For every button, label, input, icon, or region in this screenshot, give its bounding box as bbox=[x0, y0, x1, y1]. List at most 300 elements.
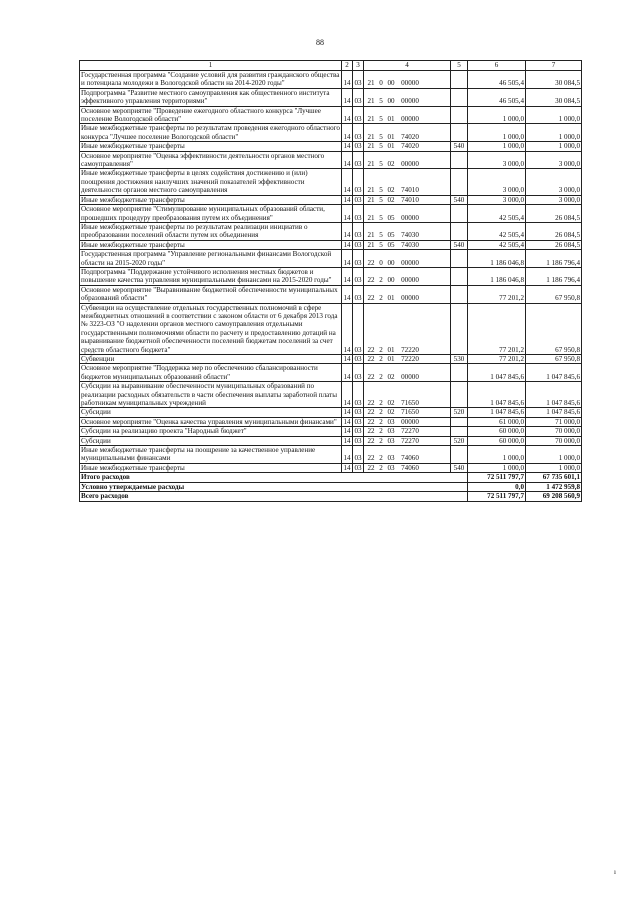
target-item-segment: 21 bbox=[367, 97, 375, 106]
target-item-segment: 21 bbox=[367, 213, 375, 222]
target-item-segment: 01 bbox=[387, 132, 395, 141]
row-target-item bbox=[364, 124, 451, 142]
row-target-item bbox=[364, 240, 451, 249]
target-item-segment: 2 bbox=[379, 345, 383, 354]
table-row bbox=[80, 427, 582, 436]
row-name: Иные межбюджетные трансферты bbox=[80, 240, 342, 249]
target-item-segment: 00 bbox=[387, 97, 395, 106]
target-item-segment: 2 bbox=[379, 355, 383, 363]
row-section: 14 bbox=[342, 222, 353, 240]
row-subsection: 03 bbox=[354, 142, 362, 151]
row-amount-col7: 26 084,5 bbox=[526, 222, 582, 240]
budget-table bbox=[79, 60, 582, 502]
row-amount-col6: 77 201,2 bbox=[468, 355, 526, 364]
row-subsection: 03 bbox=[353, 106, 364, 124]
row-name: Субсидии на выравнивание обеспеченности муниципальных образований по реализации расходных обязательств в части обеспечения выплаты заработной платы работникам муниципальных учреждений bbox=[80, 382, 342, 408]
row-name: Субсидии bbox=[80, 436, 342, 445]
target-item-segment: 2 bbox=[379, 399, 383, 408]
target-item-segment: 5 bbox=[379, 240, 383, 249]
row-subsection: 03 bbox=[353, 250, 364, 268]
target-item-segment: 02 bbox=[387, 372, 395, 381]
target-item-segment: 21 bbox=[367, 160, 375, 169]
row-subsection: 03 bbox=[354, 417, 362, 426]
total-row bbox=[80, 473, 582, 482]
row-subsection: 03 bbox=[353, 151, 364, 169]
target-item-segment: 21 bbox=[367, 115, 375, 124]
row-target-item bbox=[364, 408, 451, 417]
row-expense-type: 540 bbox=[451, 463, 468, 472]
table-row bbox=[80, 71, 582, 89]
target-item-segment: 74060 bbox=[401, 463, 419, 472]
row-section: 14 bbox=[342, 446, 353, 464]
total-amount-col6: 72 511 797,7 bbox=[468, 473, 526, 482]
total-label: Условно утверждаемые расходы bbox=[80, 482, 468, 491]
target-item-segment: 00000 bbox=[401, 417, 419, 426]
row-expense-type: 540 bbox=[451, 240, 468, 249]
row-expense-type bbox=[451, 71, 468, 89]
target-item-segment: 72220 bbox=[401, 355, 419, 363]
row-amount-col6: 77 201,2 bbox=[468, 303, 526, 354]
table-row bbox=[80, 240, 582, 249]
row-target-item bbox=[364, 250, 451, 268]
target-item-segment: 22 bbox=[367, 345, 375, 354]
table-row bbox=[80, 195, 582, 204]
target-item-segment: 21 bbox=[367, 186, 375, 195]
row-section: 14 bbox=[342, 71, 353, 89]
row-expense-type bbox=[451, 88, 468, 106]
header-row bbox=[80, 61, 582, 71]
row-name: Субвенции на осуществление отдельных государственных полномочий в сфере межбюджетных отношений в соответствии с законом области от 6 декабря 2013 года № 3223-ОЗ "О наделении органов местного самоуправления отдельными государственными полномочиями области по расчету и предоставлению дотаций на выравнивание бюджетной обеспеченности поселений бюджетам поселений за счет средств областного бюджета" bbox=[80, 303, 342, 354]
target-item-segment: 22 bbox=[367, 408, 375, 417]
table-row bbox=[80, 151, 582, 169]
total-label: Итого расходов bbox=[80, 473, 468, 482]
row-name: Государственная программа "Управление региональными финансами Вологодской области на 2015-2020 годы" bbox=[80, 250, 342, 268]
target-item-segment: 2 bbox=[379, 427, 383, 436]
row-subsection: 03 bbox=[353, 364, 364, 382]
row-amount-col7: 30 084,5 bbox=[526, 71, 582, 89]
row-subsection: 03 bbox=[354, 436, 362, 445]
row-name: Основное мероприятие "Поддержка мер по обеспечению сбалансированности бюджетов муниципальных образований области" bbox=[80, 364, 342, 382]
row-target-item bbox=[364, 355, 451, 364]
row-section: 14 bbox=[342, 303, 353, 354]
row-amount-col7: 3 000,0 bbox=[526, 169, 582, 195]
target-item-segment: 2 bbox=[379, 276, 383, 285]
target-item-segment: 74030 bbox=[401, 231, 419, 240]
target-item-segment: 00000 bbox=[401, 160, 419, 169]
row-expense-type bbox=[451, 250, 468, 268]
row-amount-col7: 1 047 845,6 bbox=[526, 364, 582, 382]
row-target-item bbox=[364, 195, 451, 204]
row-subsection: 03 bbox=[353, 124, 364, 142]
header-cell-name: 1 bbox=[80, 61, 342, 71]
total-amount-col6: 0,0 bbox=[468, 482, 526, 491]
target-item-segment: 22 bbox=[367, 355, 375, 363]
table-row bbox=[80, 267, 582, 285]
target-item-segment: 74020 bbox=[401, 142, 419, 151]
target-item-segment: 00000 bbox=[401, 79, 419, 88]
table-row bbox=[80, 250, 582, 268]
row-target-item bbox=[364, 151, 451, 169]
row-section: 14 bbox=[342, 169, 353, 195]
row-expense-type bbox=[451, 124, 468, 142]
target-item-segment: 72270 bbox=[401, 436, 419, 445]
row-target-item bbox=[364, 303, 451, 354]
row-subsection: 03 bbox=[353, 88, 364, 106]
row-subsection: 03 bbox=[354, 355, 362, 363]
target-item-segment: 74030 bbox=[401, 240, 419, 249]
row-name: Основное мероприятие "Оценка эффективности деятельности органов местного самоуправления" bbox=[80, 151, 342, 169]
target-item-segment: 5 bbox=[379, 132, 383, 141]
target-item-segment: 5 bbox=[379, 213, 383, 222]
row-amount-col6: 1 000,0 bbox=[468, 124, 526, 142]
row-expense-type bbox=[451, 151, 468, 169]
row-name: Подпрограмма "Развитие местного самоуправления как общественного института эффективного управления территориями" bbox=[80, 88, 342, 106]
target-item-segment: 2 bbox=[379, 454, 383, 463]
row-amount-col6: 46 505,4 bbox=[468, 88, 526, 106]
row-amount-col6: 1 047 845,6 bbox=[468, 408, 526, 417]
row-amount-col6: 1 047 845,6 bbox=[468, 382, 526, 408]
row-amount-col7: 1 000,0 bbox=[526, 124, 582, 142]
target-item-segment: 22 bbox=[367, 463, 375, 472]
target-item-segment: 22 bbox=[367, 372, 375, 381]
row-subsection: 03 bbox=[354, 427, 362, 436]
row-target-item bbox=[364, 382, 451, 408]
row-subsection: 03 bbox=[353, 205, 364, 223]
row-amount-col6: 1 000,0 bbox=[468, 142, 526, 151]
row-section: 14 bbox=[342, 88, 353, 106]
target-item-segment: 03 bbox=[387, 463, 395, 472]
target-item-segment: 2 bbox=[379, 417, 383, 426]
row-section: 14 bbox=[343, 436, 351, 445]
row-name: Иные межбюджетные трансферты на поощрение за качественное управление муниципальными финансами bbox=[80, 446, 342, 464]
row-name: Иные межбюджетные трансферты bbox=[80, 195, 342, 204]
target-item-segment: 21 bbox=[367, 240, 375, 249]
row-amount-col7: 1 000,0 bbox=[526, 142, 582, 151]
row-name: Основное мероприятие "Проведение ежегодного областного конкурса "Лучшее поселение Вологодской области" bbox=[80, 106, 342, 124]
table-row bbox=[80, 285, 582, 303]
row-amount-col6: 1 000,0 bbox=[468, 463, 526, 472]
row-target-item bbox=[364, 88, 451, 106]
row-expense-type bbox=[451, 382, 468, 408]
target-item-segment: 22 bbox=[367, 294, 375, 303]
row-expense-type: 520 bbox=[451, 408, 468, 417]
row-subsection: 03 bbox=[354, 195, 362, 204]
row-target-item bbox=[364, 267, 451, 285]
header-cell-amount-col7: 7 bbox=[526, 61, 582, 71]
row-name: Иные межбюджетные трансферты по результатам проведения ежегодного областного конкурса "Лучшее поселение Вологодской области" bbox=[81, 124, 340, 141]
row-subsection: 03 bbox=[353, 446, 364, 464]
target-item-segment: 03 bbox=[387, 454, 395, 463]
row-section: 14 bbox=[343, 463, 351, 472]
table-row bbox=[80, 222, 582, 240]
target-item-segment: 72270 bbox=[401, 427, 419, 436]
row-section: 14 bbox=[342, 124, 353, 142]
row-amount-col7: 3 000,0 bbox=[526, 195, 582, 204]
header-cell-expense-type: 5 bbox=[451, 61, 468, 71]
row-amount-col7: 1 047 845,6 bbox=[526, 408, 582, 417]
header-cell-target-item: 4 bbox=[364, 61, 451, 71]
row-amount-col7: 30 084,5 bbox=[526, 88, 582, 106]
target-item-segment: 22 bbox=[367, 417, 375, 426]
row-name: Основное мероприятие "Выравнивание бюджетной обеспеченности муниципальных образований области" bbox=[80, 285, 342, 303]
row-amount-col7: 26 084,5 bbox=[526, 205, 582, 223]
target-item-segment: 2 bbox=[379, 294, 383, 303]
row-amount-col6: 42 505,4 bbox=[468, 205, 526, 223]
row-expense-type bbox=[451, 364, 468, 382]
table-row bbox=[80, 463, 582, 472]
row-section: 14 bbox=[342, 382, 353, 408]
row-section: 14 bbox=[343, 355, 351, 363]
row-amount-col7: 3 000,0 bbox=[526, 151, 582, 169]
target-item-segment: 01 bbox=[387, 115, 395, 124]
row-section: 14 bbox=[342, 285, 353, 303]
target-item-segment: 02 bbox=[387, 160, 395, 169]
row-expense-type bbox=[451, 205, 468, 223]
table-row bbox=[80, 142, 582, 151]
target-item-segment: 74010 bbox=[401, 186, 419, 195]
row-amount-col7: 1 186 796,4 bbox=[526, 267, 582, 285]
row-section: 14 bbox=[342, 364, 353, 382]
row-amount-col6: 1 000,0 bbox=[468, 106, 526, 124]
header-cell-section: 2 bbox=[342, 61, 353, 71]
row-name: Субсидии на реализацию проекта "Народный бюджет" bbox=[80, 427, 342, 436]
table-row bbox=[80, 88, 582, 106]
row-subsection: 03 bbox=[353, 71, 364, 89]
row-target-item bbox=[364, 446, 451, 464]
target-item-segment: 22 bbox=[367, 436, 375, 445]
row-target-item bbox=[364, 222, 451, 240]
target-item-segment: 00000 bbox=[401, 276, 419, 285]
row-amount-col7: 67 950,8 bbox=[526, 355, 582, 364]
target-item-segment: 5 bbox=[379, 231, 383, 240]
target-item-segment: 74020 bbox=[401, 132, 419, 141]
target-item-segment: 01 bbox=[387, 294, 395, 303]
row-section: 14 bbox=[342, 267, 353, 285]
target-item-segment: 74060 bbox=[401, 454, 419, 463]
target-item-segment: 71650 bbox=[401, 408, 419, 417]
target-item-segment: 01 bbox=[387, 345, 395, 354]
total-label: Всего расходов bbox=[80, 492, 468, 501]
target-item-segment: 00 bbox=[387, 258, 395, 267]
total-amount-col7: 67 735 601,1 bbox=[526, 473, 582, 482]
table-row bbox=[80, 364, 582, 382]
table-row bbox=[80, 436, 582, 445]
row-amount-col6: 60 000,0 bbox=[468, 436, 526, 445]
row-target-item bbox=[364, 436, 451, 445]
row-amount-col7: 70 000,0 bbox=[526, 436, 582, 445]
row-target-item bbox=[364, 142, 451, 151]
target-item-segment: 21 bbox=[367, 231, 375, 240]
row-expense-type: 520 bbox=[451, 436, 468, 445]
row-section: 14 bbox=[343, 240, 351, 249]
row-expense-type bbox=[451, 446, 468, 464]
target-item-segment: 22 bbox=[367, 276, 375, 285]
target-item-segment: 02 bbox=[387, 399, 395, 408]
row-amount-col6: 1 186 046,8 bbox=[468, 250, 526, 268]
row-subsection: 03 bbox=[354, 463, 362, 472]
row-amount-col7: 67 950,8 bbox=[526, 285, 582, 303]
target-item-segment: 5 bbox=[379, 160, 383, 169]
target-item-segment: 00 bbox=[387, 79, 395, 88]
row-amount-col7: 1 000,0 bbox=[526, 463, 582, 472]
target-item-segment: 2 bbox=[379, 463, 383, 472]
row-target-item bbox=[364, 71, 451, 89]
row-amount-col6: 3 000,0 bbox=[468, 195, 526, 204]
row-subsection: 03 bbox=[353, 303, 364, 354]
target-item-segment: 03 bbox=[387, 427, 395, 436]
table-row bbox=[80, 169, 582, 195]
row-target-item bbox=[364, 205, 451, 223]
row-subsection: 03 bbox=[353, 267, 364, 285]
row-expense-type: 530 bbox=[451, 355, 468, 364]
table-row bbox=[80, 408, 582, 417]
row-section: 14 bbox=[342, 151, 353, 169]
target-item-segment: 21 bbox=[367, 142, 375, 151]
row-subsection: 03 bbox=[354, 408, 362, 417]
total-row bbox=[80, 482, 582, 491]
target-item-segment: 0 bbox=[379, 258, 383, 267]
row-amount-col6: 3 000,0 bbox=[468, 169, 526, 195]
target-item-segment: 0 bbox=[379, 79, 383, 88]
target-item-segment: 00000 bbox=[401, 294, 419, 303]
target-item-segment: 00000 bbox=[401, 258, 419, 267]
row-expense-type: 540 bbox=[451, 142, 468, 151]
target-item-segment: 03 bbox=[387, 417, 395, 426]
row-subsection: 03 bbox=[354, 240, 362, 249]
target-item-segment: 00 bbox=[387, 276, 395, 285]
row-section: 14 bbox=[343, 417, 351, 426]
row-amount-col6: 61 000,0 bbox=[468, 417, 526, 426]
header-cell-subsection: 3 bbox=[353, 61, 364, 71]
margin-mark: ı bbox=[614, 868, 616, 876]
row-amount-col6: 1 000,0 bbox=[468, 446, 526, 464]
row-amount-col7: 1 000,0 bbox=[526, 446, 582, 464]
row-name: Иные межбюджетные трансферты по результатам реализации инициатив о преобразовании поселений области путем их объединения bbox=[80, 222, 342, 240]
row-section: 14 bbox=[342, 106, 353, 124]
row-amount-col6: 42 505,4 bbox=[468, 222, 526, 240]
row-name: Подпрограмма "Поддержание устойчивого исполнения местных бюджетов и повышение качества управления муниципальными финансами на 2015-2020 годы" bbox=[80, 267, 342, 285]
target-item-segment: 00000 bbox=[401, 213, 419, 222]
row-expense-type bbox=[451, 222, 468, 240]
row-amount-col7: 1 186 796,4 bbox=[526, 250, 582, 268]
row-section: 14 bbox=[343, 427, 351, 436]
row-name: Основное мероприятие "Оценка качества управления муниципальными финансами" bbox=[80, 417, 342, 426]
row-amount-col6: 77 201,2 bbox=[468, 285, 526, 303]
row-amount-col6: 1 047 845,6 bbox=[468, 364, 526, 382]
target-item-segment: 00000 bbox=[401, 372, 419, 381]
target-item-segment: 00000 bbox=[401, 115, 419, 124]
target-item-segment: 00000 bbox=[401, 97, 419, 106]
row-target-item bbox=[364, 463, 451, 472]
row-target-item bbox=[364, 417, 451, 426]
target-item-segment: 21 bbox=[367, 132, 375, 141]
row-amount-col7: 1 000,0 bbox=[526, 106, 582, 124]
table-row bbox=[80, 417, 582, 426]
table-row bbox=[80, 382, 582, 408]
target-item-segment: 5 bbox=[379, 97, 383, 106]
row-section: 14 bbox=[343, 408, 351, 417]
row-amount-col6: 60 000,0 bbox=[468, 427, 526, 436]
total-amount-col7: 69 208 560,9 bbox=[526, 492, 582, 501]
table-row bbox=[80, 355, 582, 364]
row-expense-type bbox=[451, 106, 468, 124]
row-subsection: 03 bbox=[353, 285, 364, 303]
table-row bbox=[80, 124, 582, 142]
target-item-segment: 22 bbox=[367, 427, 375, 436]
row-expense-type bbox=[451, 417, 468, 426]
total-amount-col6: 72 511 797,7 bbox=[468, 492, 526, 501]
target-item-segment: 5 bbox=[379, 195, 383, 204]
row-expense-type bbox=[451, 427, 468, 436]
row-name: Основное мероприятие "Стимулирование муниципальных образований области, прошедших процедуру преобразования путем их объединения" bbox=[80, 205, 342, 223]
total-amount-col7: 1 472 959,8 bbox=[526, 482, 582, 491]
row-name: Субвенции bbox=[80, 355, 342, 364]
row-amount-col6: 3 000,0 bbox=[468, 151, 526, 169]
row-target-item bbox=[364, 285, 451, 303]
row-amount-col7: 67 950,8 bbox=[526, 303, 582, 354]
target-item-segment: 22 bbox=[367, 454, 375, 463]
row-expense-type bbox=[451, 285, 468, 303]
row-target-item bbox=[364, 427, 451, 436]
target-item-segment: 5 bbox=[379, 186, 383, 195]
target-item-segment: 5 bbox=[379, 142, 383, 151]
target-item-segment: 02 bbox=[387, 186, 395, 195]
target-item-segment: 05 bbox=[387, 231, 395, 240]
target-item-segment: 01 bbox=[387, 142, 395, 151]
target-item-segment: 72220 bbox=[401, 345, 419, 354]
row-section: 14 bbox=[342, 250, 353, 268]
target-item-segment: 05 bbox=[387, 213, 395, 222]
row-expense-type bbox=[451, 303, 468, 354]
row-expense-type bbox=[451, 169, 468, 195]
row-target-item bbox=[364, 106, 451, 124]
row-expense-type: 540 bbox=[451, 195, 468, 204]
target-item-segment: 03 bbox=[387, 436, 395, 445]
row-name: Субсидии bbox=[80, 408, 342, 417]
row-amount-col6: 1 186 046,8 bbox=[468, 267, 526, 285]
row-expense-type bbox=[451, 267, 468, 285]
target-item-segment: 02 bbox=[387, 195, 395, 204]
target-item-segment: 2 bbox=[379, 408, 383, 417]
target-item-segment: 22 bbox=[367, 258, 375, 267]
row-target-item bbox=[364, 364, 451, 382]
table-row bbox=[80, 106, 582, 124]
table-row bbox=[80, 446, 582, 464]
total-row bbox=[80, 492, 582, 501]
row-subsection: 03 bbox=[353, 222, 364, 240]
row-amount-col7: 70 000,0 bbox=[526, 427, 582, 436]
target-item-segment: 71650 bbox=[401, 399, 419, 408]
table-row bbox=[80, 303, 582, 354]
target-item-segment: 74010 bbox=[401, 195, 419, 204]
target-item-segment: 5 bbox=[379, 115, 383, 124]
table-row bbox=[80, 205, 582, 223]
row-name: Иные межбюджетные трансферты bbox=[80, 463, 342, 472]
row-name: Иные межбюджетные трансферты в целях содействия достижению и (или) поощрения достижения наилучших значений показателей эффективности деятельности органов местного самоуправления bbox=[80, 169, 342, 195]
row-amount-col7: 71 000,0 bbox=[526, 417, 582, 426]
row-section: 14 bbox=[342, 205, 353, 223]
row-amount-col6: 42 505,4 bbox=[468, 240, 526, 249]
target-item-segment: 21 bbox=[367, 195, 375, 204]
row-section: 14 bbox=[343, 142, 351, 151]
row-target-item bbox=[364, 169, 451, 195]
row-section: 14 bbox=[343, 195, 351, 204]
target-item-segment: 22 bbox=[367, 399, 375, 408]
page-number: 88 bbox=[316, 38, 324, 47]
target-item-segment: 01 bbox=[387, 355, 395, 363]
header-cell-amount-col6: 6 bbox=[468, 61, 526, 71]
target-item-segment: 02 bbox=[387, 408, 395, 417]
